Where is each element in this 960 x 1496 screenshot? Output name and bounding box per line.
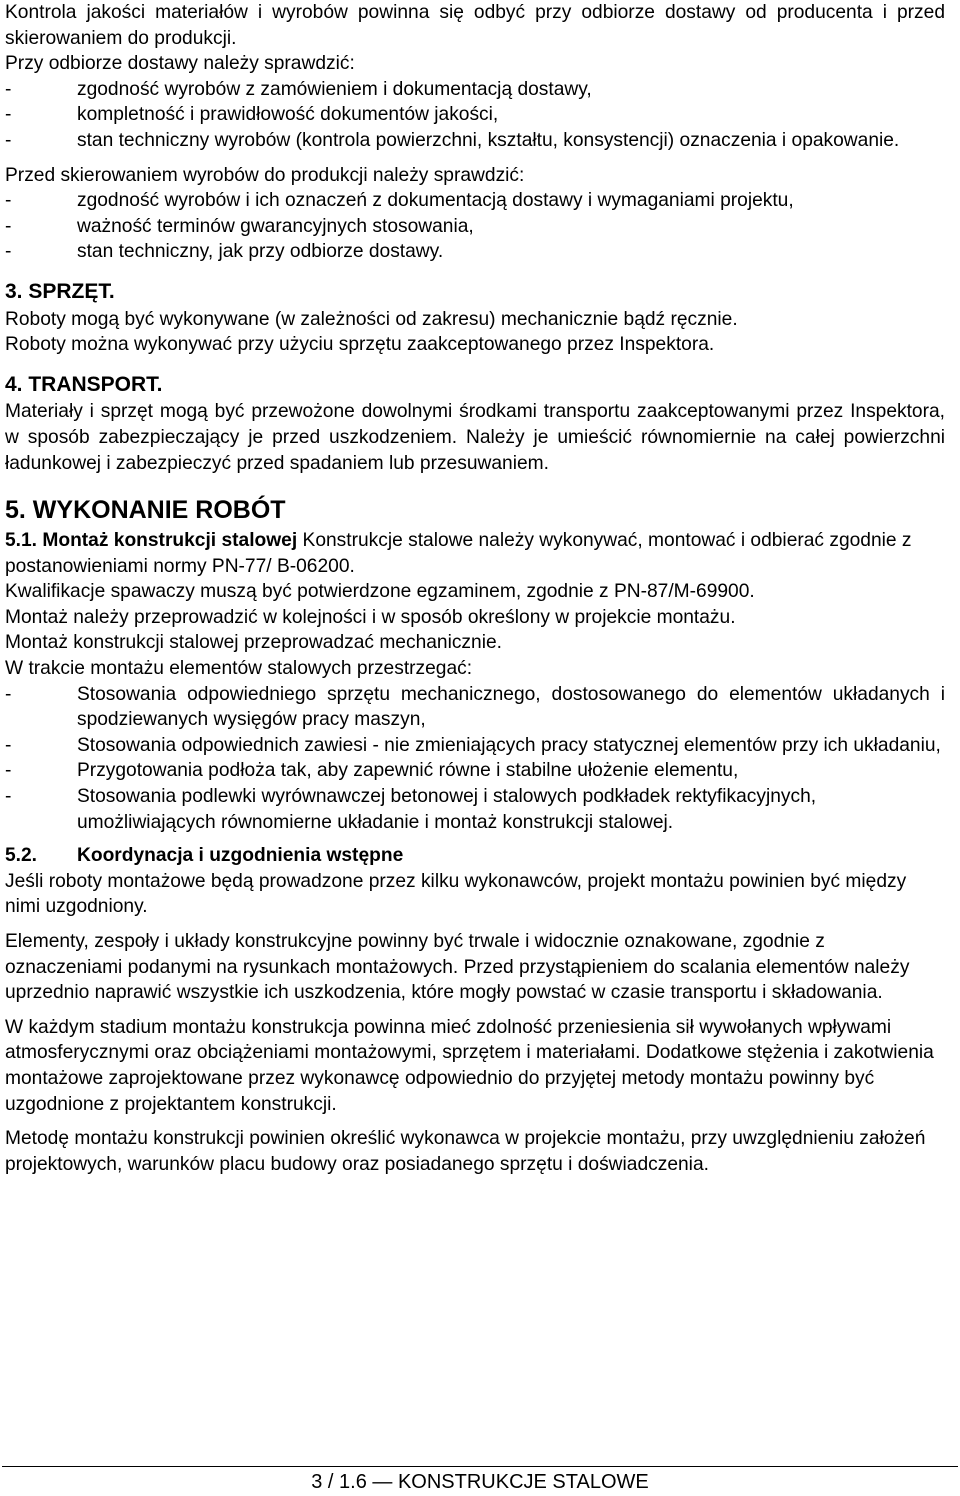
assembly-line: Montaż konstrukcji stalowej przeprowadzać mechanicznie. bbox=[5, 632, 502, 654]
coordination-paragraph: Jeśli roboty montażowe będą prowadzone przez kilku wykonawców, projekt montażu powinien być między nimi uzgodniony. bbox=[5, 870, 907, 918]
assembly-line: W trakcie montażu elementów stalowych przestrzegać: bbox=[5, 658, 473, 680]
section-heading-equipment: 3. SPRZĘT. bbox=[5, 279, 115, 303]
subsection-title: Koordynacja i uzgodnienia wstępne bbox=[77, 845, 404, 867]
coordination-paragraph: W każdym stadium montażu konstrukcja powinna mieć zdolność przeniesienia sił wywołanych wpływami atmosferycznymi oraz obciążeniami montażowymi, sprzętem i materiałami. Dodatkowe stężenia i zakotwienia montażowe zaprojektowane przez wykonawcę odpowiednio do przyjętej metody montażu powinny być uzgodnione z projektantem konstrukcji. bbox=[5, 1016, 934, 1115]
production-check-block bbox=[5, 163, 945, 265]
equipment-line: Roboty można wykonywać przy użyciu sprzętu zaakceptowanego przez Inspektora. bbox=[5, 334, 715, 356]
coordination-paragraph: Metodę montażu konstrukcji powinien określić wykonawca w projekcie montażu, przy uwzględnieniu założeń projektowych, warunków placu budowy oraz posiadanego sprzętu i doświadczenia. bbox=[5, 1128, 926, 1175]
list-item: - ważność terminów gwarancyjnych stosowania, bbox=[5, 215, 474, 237]
list-item: - Przygotowania podłoża tak, aby zapewnić równe i stabilne ułożenie elementu, bbox=[5, 760, 739, 782]
subsection-title: Montaż konstrukcji stalowej bbox=[42, 530, 298, 552]
list-item: - kompletność i prawidłowość dokumentów jakości, bbox=[5, 104, 499, 126]
production-check-lead: Przed skierowaniem wyrobów do produkcji należy sprawdzić: bbox=[5, 164, 525, 186]
list-item: - Stosowania odpowiedniego sprzętu mechanicznego, dostosowanego do elementów układanych i spodziewanych wysięgów pracy maszyn, bbox=[5, 683, 945, 731]
list-item: - zgodność wyrobów z zamówieniem i dokumentacją dostawy, bbox=[5, 78, 592, 100]
delivery-check-block bbox=[5, 51, 945, 153]
document-page bbox=[5, 0, 945, 1186]
subsection-number: 5.1. bbox=[5, 530, 38, 552]
section-heading-transport: 4. TRANSPORT. bbox=[5, 372, 163, 396]
delivery-check-lead: Przy odbiorze dostawy należy sprawdzić: bbox=[5, 53, 355, 75]
subsection-text: Konstrukcje stalowe należy wykonywać, montować i odbierać zgodnie z postanowieniami normy PN-77/ B-06200. bbox=[5, 530, 912, 577]
list-item: - stan techniczny, jak przy odbiorze dostawy. bbox=[5, 241, 444, 263]
subsection-5-2-heading bbox=[5, 843, 945, 869]
intro-paragraph: Kontrola jakości materiałów i wyrobów powinna się odbyć przy odbiorze dostawy od producenta i przed skierowaniem do produkcji. bbox=[5, 2, 945, 49]
section-heading-works: 5. WYKONANIE ROBÓT bbox=[5, 496, 286, 525]
page-footer: 3 / 1.6 — KONSTRUKCJE STALOWE bbox=[311, 1471, 649, 1493]
transport-paragraph: Materiały i sprzęt mogą być przewożone dowolnymi środkami transportu zaakceptowanymi przez Inspektora, w sposób zabezpieczający je przed uszkodzeniem. Należy je umieścić równomiernie na całej powierzchni ładunkowej i zabezpieczyć przed spadaniem lub przesuwaniem. bbox=[5, 401, 945, 474]
subsection-number: 5.2. bbox=[5, 845, 38, 867]
list-item: - zgodność wyrobów i ich oznaczeń z dokumentacją dostawy i wymaganiami projektu, bbox=[5, 190, 794, 212]
list-item: - stan techniczny wyrobów (kontrola powierzchni, kształtu, konsystencji) oznaczenia i opakowanie. bbox=[5, 129, 900, 151]
list-item: - Stosowania odpowiednich zawiesi - nie zmieniających pracy statycznej elementów przy ich układaniu, bbox=[5, 734, 941, 756]
assembly-line: Montaż należy przeprowadzić w kolejności i w sposób określony w projekcie montażu. bbox=[5, 606, 736, 628]
coordination-paragraph: Elementy, zespoły i układy konstrukcyjne powinny być trwale i widocznie oznakowane, zgodnie z oznaczeniami podanymi na rysunkach montażowych. Przed przystąpieniem do scalania elementów należy uprzednio naprawić wszystkie ich uszkodzenia, które mogły powstać w czasie transportu i składowania. bbox=[5, 931, 910, 1004]
footer-divider bbox=[2, 1466, 958, 1467]
list-item: - Stosowania podlewki wyrównawczej betonowej i stalowych podkładek rektyfikacyjnych, umożliwiających równomierne układanie i montaż konstrukcji stalowej. bbox=[5, 786, 817, 833]
equipment-line: Roboty mogą być wykonywane (w zależności od zakresu) mechanicznie bądź ręcznie. bbox=[5, 308, 738, 330]
subsection-5-1 bbox=[5, 528, 945, 579]
assembly-line: Kwalifikacje spawaczy muszą być potwierdzone egzaminem, zgodnie z PN-87/M-69900. bbox=[5, 581, 755, 603]
